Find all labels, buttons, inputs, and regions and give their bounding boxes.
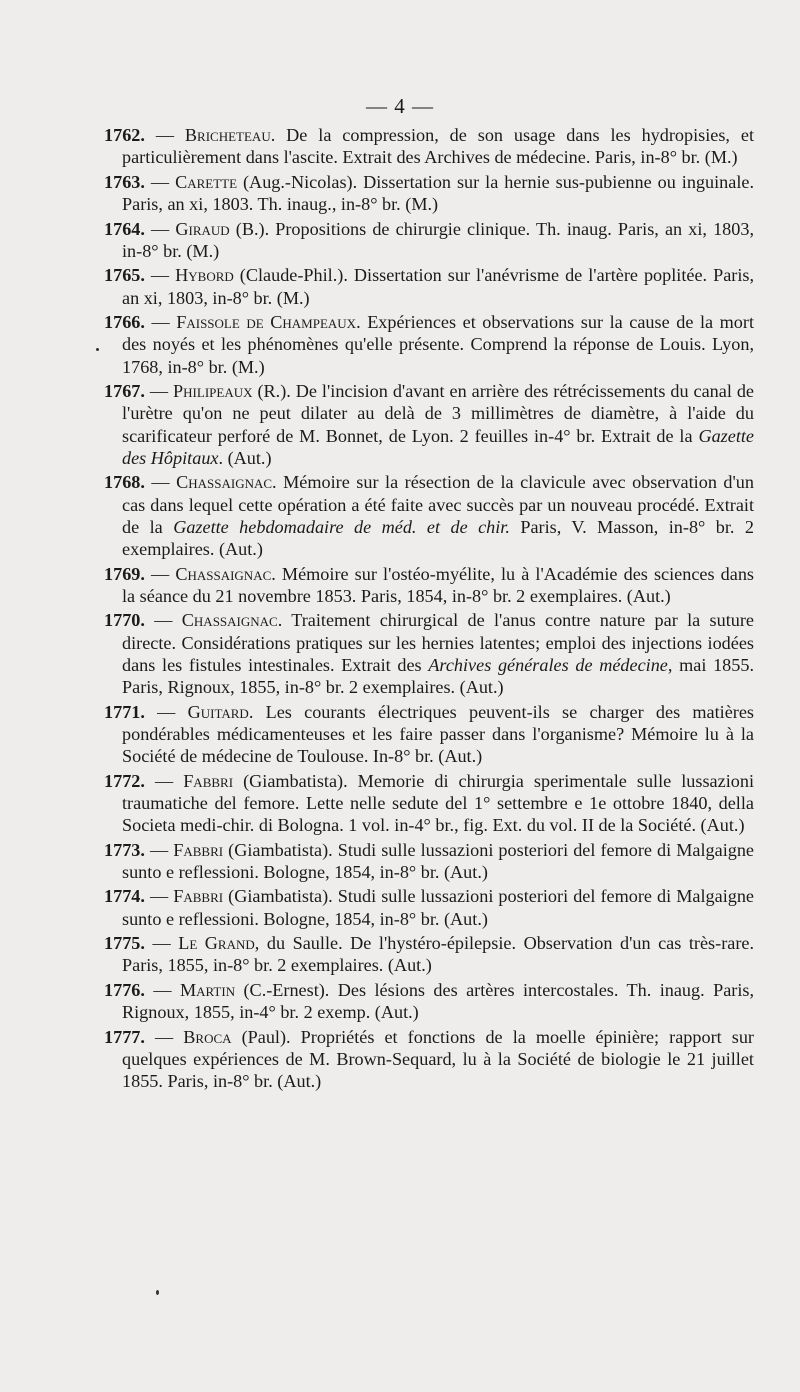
ink-speck [96,348,99,351]
bibliography-entry: 1773. — Fabbri (Giambatista). Studi sulle lussazioni posteriori del femore di Malgaigne sunto e reflessioni. Bologne, 1854, in-8° br. (Aut.) [104,839,755,882]
entry-text: . Expériences et observations sur la cause de la mort des noyés et les phénomènes qu'elle présente. Comprend la réponse de Louis. Lyon, 1768, in-8° br. (M.) [122,312,755,377]
entry-author: Broca [183,1026,232,1047]
entry-text: (Paul). Propriétés et fonctions de la moelle épinière; rapport sur quelques expériences de M. Brown-Sequard, lu à la Société de biologie le 21 juillet 1855. Paris, in-8° br. (Aut.) [122,1026,754,1092]
entry-source-title: Archives générales de médecine [428,654,668,675]
entry-number: 1770. [104,610,145,631]
entry-number: 1773. [104,839,145,860]
entry-source-title: Gazette hebdomadaire de méd. et de chir. [173,516,510,537]
entry-author: Fabbri [173,839,224,860]
page-number: — 4 — [366,94,434,118]
entry-text: (Aug.-Nicolas). Dissertation sur la hernie sus-pubienne ou inguinale. Paris, an xi, 1803. Th. inaug., in-8° br. (M.) [122,171,755,214]
entry-text: . Les courants électriques peuvent-ils se charger des matières pondérables médicamenteuses et les faire passer dans l'organisme? Mémoire lu à la Société de médecine de Toulouse. In-8° br. (Aut.) [122,701,754,766]
entry-text: . De la compression, de son usage dans les hydropisies, et particulièrement dans l'ascite. Extrait des Archives de médecine. Paris, in-8° br. (M.) [122,125,755,168]
entry-text: (Giambatista). Memorie di chirurgia sperimentale sulle lussazioni traumatiche del femore. Lette nelle sedute del 1° settembre e 1e ottobre 1840, della Societa medi-chir. di Bologna. 1 vol. in-4° br., fig. Ext. du vol. II de la Société. (Aut.) [122,770,754,835]
bibliography-entry: 1769. — Chassaignac. Mémoire sur l'ostéo-myélite, lu à l'Académie des sciences dans la séance du 21 novembre 1853. Paris, 1854, in-8° br. 2 exemplaires. (Aut.) [104,563,754,606]
entry-author: Chassaignac [181,610,278,631]
entry-text-tail: Paris, V. Masson, in-8° br. 2 exemplaires. (Aut.) [122,516,754,559]
entry-author: Bricheteau [184,125,271,145]
entry-text: (Claude-Phil.). Dissertation sur l'anévrisme de l'artère poplitée. Paris, an xi, 1803, in-8° br. (M.) [122,265,755,308]
entry-list [104,124,754,1095]
entry-text: (B.). Propositions de chirurgie clinique. Th. inaug. Paris, an xi, 1803, in-8° br. (M.) [122,218,754,261]
entry-author: Philipeaux [173,381,253,402]
bibliography-entry: 1763. — Carette (Aug.-Nicolas). Dissertation sur la hernie sus-pubienne ou inguinale. Paris, an xi, 1803. Th. inaug., in-8° br. (M.) [104,171,755,214]
entry-number: 1775. [104,933,145,954]
entry-text: . Traitement chirurgical de l'anus contre nature par la suture directe. Considérations pratiques sur les hernies latentes; emploi des injections iodées dans les fistules intestinales. Extrait des [122,610,754,675]
entry-author: Le Grand [178,933,255,954]
entry-text: (Giambatista). Studi sulle lussazioni posteriori del femore di Malgaigne sunto e reflessioni. Bologne, 1854, in-8° br. (Aut.) [122,886,755,929]
entry-number: 1767. [104,381,145,402]
bibliography-entry: 1770. — Chassaignac. Traitement chirurgical de l'anus contre nature par la suture directe. Considérations pratiques sur les hernies latentes; emploi des injections iodées dans les fistules intestinales. Extrait des Archives générales de médecine, mai 1855. Paris, Rignoux, 1855, in-8° br. 2 exemplaires. (Aut.) [104,610,754,697]
bibliography-entry: 1776. — Martin (C.-Ernest). Des lésions des artères intercostales. Th. inaug. Paris, Rignoux, 1855, in-4° br. 2 exemp. (Aut.) [104,979,755,1023]
entry-text-tail: , mai 1855. Paris, Rignoux, 1855, in-8° br. 2 exemplaires. (Aut.) [122,654,754,697]
bibliography-entry: 1762. — Bricheteau. De la compression, de son usage dans les hydropisies, et particulièrement dans l'ascite. Extrait des Archives de médecine. Paris, in-8° br. (M.) [104,125,755,168]
bibliography-entry: 1771. — Guitard. Les courants électriques peuvent-ils se charger des matières pondérables médicamenteuses et les faire passer dans l'organisme? Mémoire lu à la Société de médecine de Toulouse. In-8° br. (Aut.) [104,701,754,766]
bibliography-entry: 1765. — Hybord (Claude-Phil.). Dissertation sur l'anévrisme de l'artère poplitée. Paris, an xi, 1803, in-8° br. (M.) [104,265,755,308]
entry-text: (Giambatista). Studi sulle lussazioni posteriori del femore di Malgaigne sunto e reflessioni. Bologne, 1854, in-8° br. (Aut.) [122,839,755,882]
entry-text: . Mémoire sur l'ostéo-myélite, lu à l'Académie des sciences dans la séance du 21 novembre 1853. Paris, 1854, in-8° br. 2 exemplaires. (Aut.) [122,563,754,606]
entry-author: Chassaignac [175,563,272,584]
entry-author: Hybord [175,265,234,286]
entry-author: Giraud [175,218,230,239]
entry-number: 1762. [104,125,145,145]
entry-number: 1769. [104,563,145,584]
bibliography-entry: 1774. — Fabbri (Giambatista). Studi sulle lussazioni posteriori del femore di Malgaigne sunto e reflessioni. Bologne, 1854, in-8° br. (Aut.) [104,886,755,929]
entry-text: . Mémoire sur la résection de la clavicule avec observation d'un cas dans lequel cette opération a été faite avec succès par un nouveau procédé. Extrait de la [122,472,754,537]
entry-text: (R.). De l'incision d'avant en arrière des rétrécissements du canal de l'urètre qu'on ne peut dilater au delà de 3 millimètres de diamètre, à l'aide du scarificateur perforé de M. Bonnet, de Lyon. 2 feuilles in-4° br. Extrait de la [122,381,755,446]
entry-number: 1765. [104,265,145,286]
entry-number: 1776. [104,979,145,1000]
bibliography-entry: 1764. — Giraud (B.). Propositions de chirurgie clinique. Th. inaug. Paris, an xi, 1803, in-8° br. (M.) [104,218,754,261]
entry-number: 1774. [104,886,145,907]
bibliography-entry: 1766. — Faissole de Champeaux. Expériences et observations sur la cause de la mort des noyés et les phénomènes qu'elle présente. Comprend la réponse de Louis. Lyon, 1768, in-8° br. (M.) [104,312,755,377]
entry-number: 1766. [104,312,145,333]
entry-text-tail: . (Aut.) [218,447,272,468]
entry-number: 1772. [104,770,145,791]
entry-author: Martin [179,979,236,1000]
entry-author: Fabbri [183,770,234,791]
entry-author: Fabbri [173,886,224,907]
entry-number: 1771. [104,701,145,722]
ink-speck [156,1290,159,1295]
entry-author: Guitard [187,701,249,722]
entry-author: Faissole de Champeaux [176,312,357,333]
entry-author: Carette [175,171,238,192]
bibliography-entry: 1767. — Philipeaux (R.). De l'incision d'avant en arrière des rétrécissements du canal de l'urètre qu'on ne peut dilater au delà de 3 millimètres de diamètre, à l'aide du scarificateur perforé de M. Bonnet, de Lyon. 2 feuilles in-4° br. Extrait de la Gazette des Hôpitaux. (Aut.) [104,381,755,468]
entry-number: 1768. [104,472,145,493]
bibliography-entry: 1775. — Le Grand, du Saulle. De l'hystéro-épilepsie. Observation d'un cas très-rare. Paris, 1855, in-8° br. 2 exemplaires. (Aut.) [104,933,754,976]
entry-text: (C.-Ernest). Des lésions des artères intercostales. Th. inaug. Paris, Rignoux, 1855, in-4° br. 2 exemp. (Aut.) [122,979,755,1023]
bibliography-entry: 1768. — Chassaignac. Mémoire sur la résection de la clavicule avec observation d'un cas dans lequel cette opération a été faite avec succès par un nouveau procédé. Extrait de la Gazette hebdomadaire de méd. et de chir. Paris, V. Masson, in-8° br. 2 exemplaires. (Aut.) [104,472,754,559]
entry-source-title: Gazette des Hôpitaux [122,425,754,468]
bibliography-entry: 1777. — Broca (Paul). Propriétés et fonctions de la moelle épinière; rapport sur quelques expériences de M. Brown-Sequard, lu à la Société de biologie le 21 juillet 1855. Paris, in-8° br. (Aut.) [104,1026,754,1092]
entry-text: , du Saulle. De l'hystéro-épilepsie. Observation d'un cas très-rare. Paris, 1855, in-8° br. 2 exemplaires. (Aut.) [122,933,754,976]
entry-number: 1777. [104,1026,145,1047]
entry-number: 1764. [104,218,145,239]
entry-author: Chassaignac [176,472,273,493]
entry-number: 1763. [104,171,145,192]
bibliography-entry: 1772. — Fabbri (Giambatista). Memorie di chirurgia sperimentale sulle lussazioni traumatiche del femore. Lette nelle sedute del 1° settembre e 1e ottobre 1840, della Societa medi-chir. di Bologna. 1 vol. in-4° br., fig. Ext. du vol. II de la Société. (Aut.) [104,770,754,835]
